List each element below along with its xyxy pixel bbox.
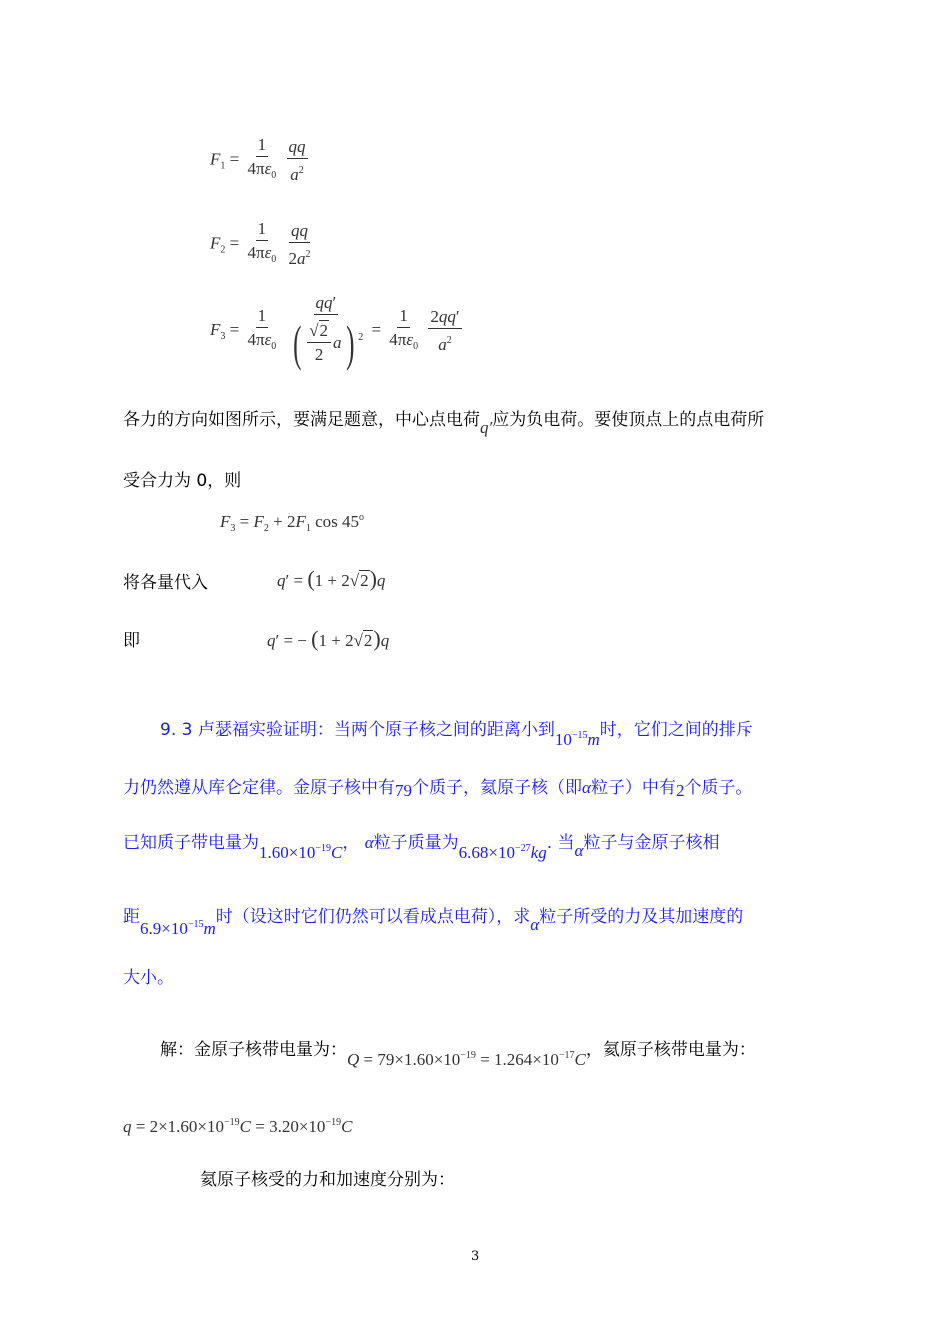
problem-text-p2: 时，它们之间的排斥	[599, 720, 753, 740]
problem-line-2	[123, 773, 752, 801]
value-2: 2	[675, 781, 685, 800]
equation-helium-charge: $q = 2\times 1.60\times 10^{-19}C = 3.20\times 10^{-19}C$	[123, 1117, 353, 1136]
text-para1-a: 各力的方向如图所示，要满足题意，中心点电荷	[123, 410, 480, 430]
equation-q-prime-signed: q′ = − (1 + 2√2)q	[267, 626, 390, 651]
value-proton-charge: $1.60\times 10^{-19}C$	[259, 843, 343, 862]
problem-text-p10: . 当	[546, 833, 575, 853]
value-distance: $10^{-15}m$	[554, 730, 600, 749]
equation-q-prime-magnitude: q′ = (1 + 2√2)q	[277, 566, 386, 591]
problem-line-1	[160, 715, 753, 750]
problem-text-p4: 个质子，氦原子核（即	[412, 778, 582, 798]
problem-text-p13: 时（设这时它们仍然可以看成点电荷），求	[215, 907, 531, 927]
equation-f3: $F_3$ = $\frac{1}{4\pi\varepsilon_0}$ qq′ ( $\frac{√2}{2}$ a ) $^2$ = $\frac{1}{4\pi\varepsilon_0}$ $\frac{2qq'}{a^2}$	[210, 293, 460, 371]
solution-text-s3: 氦原子核受的力和加速度分别为：	[200, 1170, 455, 1190]
text-para1-c: 受合力为 0，则	[123, 471, 242, 491]
text-para1-b: 应为负电荷。要使顶点上的点电荷所	[492, 410, 765, 430]
symbol-alpha: α	[582, 778, 591, 797]
value-alpha-mass: $6.68\times 10^{-27}kg$	[458, 843, 547, 862]
problem-text-p11: 粒子与金原子核相	[583, 833, 720, 853]
equation-gold-charge: $Q = 79\times 1.60\times 10^{-19} = 1.264\times 10^{-17}C$	[347, 1050, 586, 1069]
solution-text-s2: ，氦原子核带电量为：	[585, 1040, 756, 1060]
problem-line-4	[123, 902, 743, 939]
problem-text-p8: ，	[342, 833, 360, 853]
problem-text-p9: 粒子质量为	[373, 833, 459, 853]
page-number: 3	[471, 1249, 480, 1264]
problem-text-p3: 力仍然遵从库仑定律。金原子核中有	[123, 778, 395, 798]
problem-text-p7: 已知质子带电量为	[123, 833, 259, 853]
label-substitute: 将各量代入	[123, 573, 208, 593]
symbol-alpha: α	[574, 841, 584, 860]
symbol-alpha: α	[530, 915, 540, 934]
symbol-alpha: α	[364, 833, 374, 852]
solution-text-s1: 解：金原子核带电量为：	[160, 1040, 347, 1060]
problem-text-p5: 粒子）中有	[590, 778, 676, 798]
problem-text-p12: 距	[123, 907, 140, 927]
symbol-q-prime: q′	[480, 418, 493, 437]
label-ji: 即	[123, 631, 140, 651]
problem-line-3	[123, 828, 719, 863]
equation-balance: $F_3 = F_2 + 2F_1$ cos 45$^o$	[220, 512, 365, 534]
problem-text-p14: 粒子所受的力及其加速度的	[539, 907, 744, 927]
problem-text-p15: 大小。	[123, 968, 174, 988]
solution-line-1	[160, 1035, 756, 1070]
equation-f1: $F_1$ = $\frac{1}{4\pi\varepsilon_0}$ $\frac{qq}{a^2}$	[210, 135, 306, 184]
problem-text-p6: 个质子。	[684, 778, 753, 798]
equation-f2: $F_2$ = $\frac{1}{4\pi\varepsilon_0}$ $\frac{qq}{2a^2}$	[210, 219, 311, 268]
value-separation: $6.9\times 10^{-15}m$	[140, 919, 216, 938]
value-79: 79	[395, 781, 412, 800]
problem-text-p1: 9. 3 卢瑟福实验证明：当两个原子核之间的距离小到	[160, 720, 555, 740]
paragraph-force-direction	[123, 405, 764, 438]
